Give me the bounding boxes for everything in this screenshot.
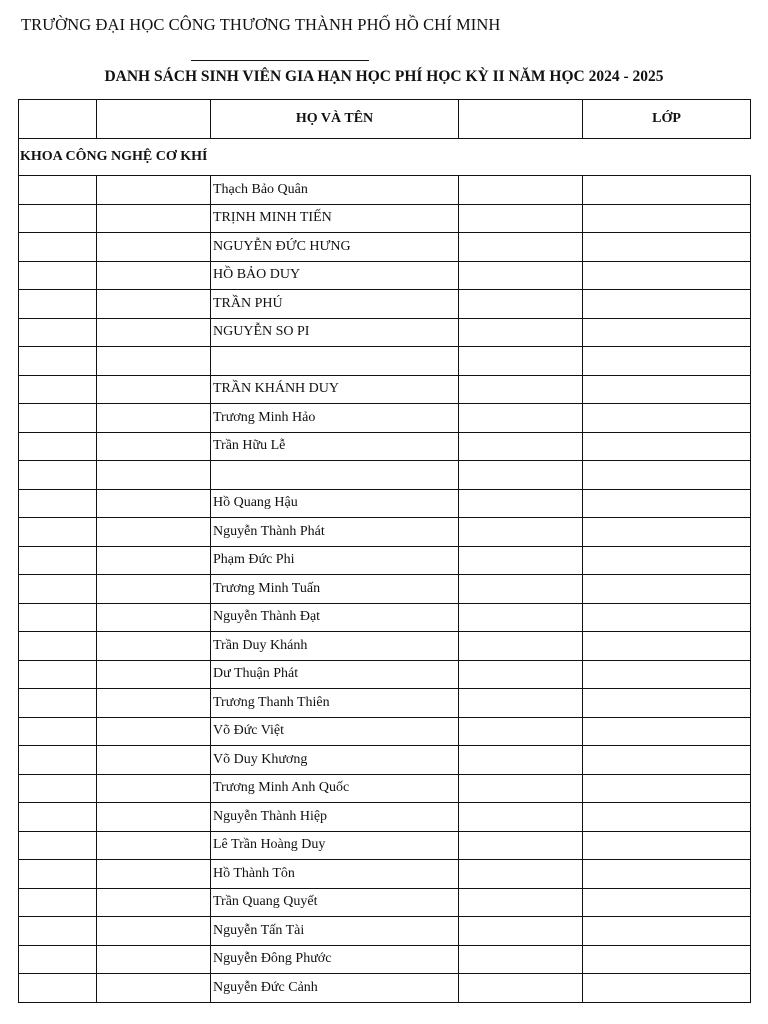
cell-col-1 [19,945,97,974]
cell-col-2 [97,632,211,661]
cell-class [583,546,751,575]
cell-col-1 [19,803,97,832]
cell-col-4 [459,233,583,262]
student-name: NGUYỄN SO PI [211,318,459,347]
student-name: Trương Thanh Thiên [211,689,459,718]
table-row [19,461,751,490]
cell-col-2 [97,233,211,262]
cell-col-2 [97,888,211,917]
cell-col-1 [19,575,97,604]
cell-col-4 [459,717,583,746]
header-col-1 [19,100,97,139]
cell-class [583,290,751,319]
table-row [19,347,751,376]
school-name: TRƯỜNG ĐẠI HỌC CÔNG THƯƠNG THÀNH PHỐ HỒ CHÍ MINH [21,15,501,34]
cell-col-1 [19,888,97,917]
student-name: Lê Trần Hoàng Duy [211,831,459,860]
student-name [211,461,459,490]
table-row [19,518,751,547]
cell-class [583,404,751,433]
cell-col-2 [97,860,211,889]
cell-class [583,176,751,205]
cell-col-4 [459,917,583,946]
cell-col-4 [459,803,583,832]
table-row [19,917,751,946]
cell-col-4 [459,432,583,461]
student-name: Nguyễn Tấn Tài [211,917,459,946]
cell-col-1 [19,774,97,803]
cell-col-1 [19,660,97,689]
student-name: Nguyễn Đông Phước [211,945,459,974]
cell-class [583,204,751,233]
student-table [18,99,751,1003]
cell-col-1 [19,489,97,518]
header-class: LỚP [583,100,751,139]
cell-class [583,717,751,746]
cell-col-2 [97,746,211,775]
cell-col-1 [19,689,97,718]
cell-col-4 [459,860,583,889]
cell-col-1 [19,717,97,746]
cell-col-4 [459,632,583,661]
student-name: TRẦN KHÁNH DUY [211,375,459,404]
cell-col-2 [97,489,211,518]
cell-class [583,261,751,290]
student-name: Trần Quang Quyết [211,888,459,917]
header-col-2 [97,100,211,139]
cell-class [583,603,751,632]
cell-col-1 [19,318,97,347]
cell-col-4 [459,974,583,1003]
cell-col-2 [97,432,211,461]
cell-col-4 [459,603,583,632]
student-name: Phạm Đức Phi [211,546,459,575]
cell-col-1 [19,233,97,262]
cell-col-2 [97,774,211,803]
cell-col-2 [97,461,211,490]
cell-col-4 [459,746,583,775]
section-row [19,139,751,176]
cell-col-1 [19,917,97,946]
cell-col-4 [459,290,583,319]
table-row [19,888,751,917]
table-row [19,489,751,518]
student-name: Trương Minh Anh Quốc [211,774,459,803]
cell-col-2 [97,575,211,604]
table-header-row [19,100,751,139]
table-row [19,660,751,689]
cell-col-4 [459,318,583,347]
cell-col-1 [19,860,97,889]
student-name: Nguyễn Thành Đạt [211,603,459,632]
student-name [211,347,459,376]
cell-col-2 [97,404,211,433]
cell-col-4 [459,660,583,689]
cell-col-4 [459,489,583,518]
cell-col-2 [97,318,211,347]
header-name: HỌ VÀ TÊN [211,100,459,139]
student-name: Trương Minh Tuấn [211,575,459,604]
table-row [19,717,751,746]
student-name: Nguyễn Thành Hiệp [211,803,459,832]
table-row [19,575,751,604]
cell-col-2 [97,689,211,718]
cell-col-1 [19,375,97,404]
cell-col-2 [97,974,211,1003]
cell-class [583,489,751,518]
table-row [19,831,751,860]
cell-class [583,974,751,1003]
section-title: KHOA CÔNG NGHỆ CƠ KHÍ [19,139,751,176]
cell-col-4 [459,945,583,974]
cell-col-4 [459,575,583,604]
cell-col-2 [97,945,211,974]
student-name: Nguyễn Thành Phát [211,518,459,547]
cell-class [583,318,751,347]
cell-col-1 [19,603,97,632]
cell-col-2 [97,290,211,319]
cell-class [583,375,751,404]
cell-col-2 [97,603,211,632]
header-col-4 [459,100,583,139]
cell-col-1 [19,204,97,233]
student-name: TRẦN PHÚ [211,290,459,319]
table-row [19,803,751,832]
cell-class [583,774,751,803]
cell-col-4 [459,831,583,860]
cell-col-1 [19,632,97,661]
cell-col-1 [19,546,97,575]
student-name: Trần Hữu Lễ [211,432,459,461]
table-row [19,375,751,404]
cell-col-2 [97,347,211,376]
cell-class [583,888,751,917]
student-name: HỒ BẢO DUY [211,261,459,290]
cell-col-4 [459,347,583,376]
table-row [19,176,751,205]
cell-col-2 [97,176,211,205]
cell-col-1 [19,261,97,290]
table-row [19,204,751,233]
cell-col-1 [19,290,97,319]
cell-col-1 [19,347,97,376]
cell-col-2 [97,546,211,575]
table-row [19,746,751,775]
table-row [19,404,751,433]
cell-col-1 [19,176,97,205]
cell-col-1 [19,831,97,860]
table-row [19,974,751,1003]
cell-col-4 [459,204,583,233]
cell-col-2 [97,917,211,946]
cell-class [583,803,751,832]
student-name: TRỊNH MINH TIẾN [211,204,459,233]
cell-col-2 [97,831,211,860]
cell-col-2 [97,261,211,290]
table-row [19,945,751,974]
cell-class [583,461,751,490]
cell-class [583,746,751,775]
table-row [19,546,751,575]
cell-col-1 [19,746,97,775]
cell-col-1 [19,432,97,461]
cell-class [583,660,751,689]
student-name: Thạch Bảo Quân [211,176,459,205]
cell-class [583,831,751,860]
cell-col-4 [459,689,583,718]
table-row [19,689,751,718]
cell-col-4 [459,261,583,290]
cell-col-4 [459,774,583,803]
cell-class [583,632,751,661]
cell-col-4 [459,404,583,433]
document-title: DANH SÁCH SINH VIÊN GIA HẠN HỌC PHÍ HỌC KỲ II NĂM HỌC 2024 - 2025 [104,68,664,85]
table-row [19,318,751,347]
cell-class [583,233,751,262]
table-row [19,233,751,262]
cell-col-2 [97,717,211,746]
cell-class [583,860,751,889]
cell-col-4 [459,888,583,917]
table-row [19,632,751,661]
header-underline [191,60,369,61]
cell-class [583,518,751,547]
student-name: Hồ Quang Hậu [211,489,459,518]
cell-col-1 [19,404,97,433]
student-name: Dư Thuận Phát [211,660,459,689]
cell-col-4 [459,546,583,575]
student-name: Nguyễn Đức Cảnh [211,974,459,1003]
cell-class [583,945,751,974]
cell-col-4 [459,461,583,490]
cell-col-2 [97,204,211,233]
table-row [19,603,751,632]
student-name: Trần Duy Khánh [211,632,459,661]
table-row [19,860,751,889]
student-name: Võ Đức Việt [211,717,459,746]
table-row [19,290,751,319]
cell-class [583,575,751,604]
cell-col-4 [459,176,583,205]
table-row [19,261,751,290]
student-name: Hồ Thành Tôn [211,860,459,889]
cell-col-2 [97,375,211,404]
student-name: NGUYỄN ĐỨC HƯNG [211,233,459,262]
cell-class [583,432,751,461]
cell-col-2 [97,660,211,689]
student-name: Trương Minh Hảo [211,404,459,433]
cell-col-2 [97,518,211,547]
student-name: Võ Duy Khương [211,746,459,775]
cell-col-4 [459,518,583,547]
cell-class [583,917,751,946]
table-row [19,774,751,803]
cell-class [583,347,751,376]
cell-col-1 [19,518,97,547]
table-row [19,432,751,461]
cell-col-2 [97,803,211,832]
cell-col-1 [19,461,97,490]
cell-class [583,689,751,718]
cell-col-4 [459,375,583,404]
cell-col-1 [19,974,97,1003]
